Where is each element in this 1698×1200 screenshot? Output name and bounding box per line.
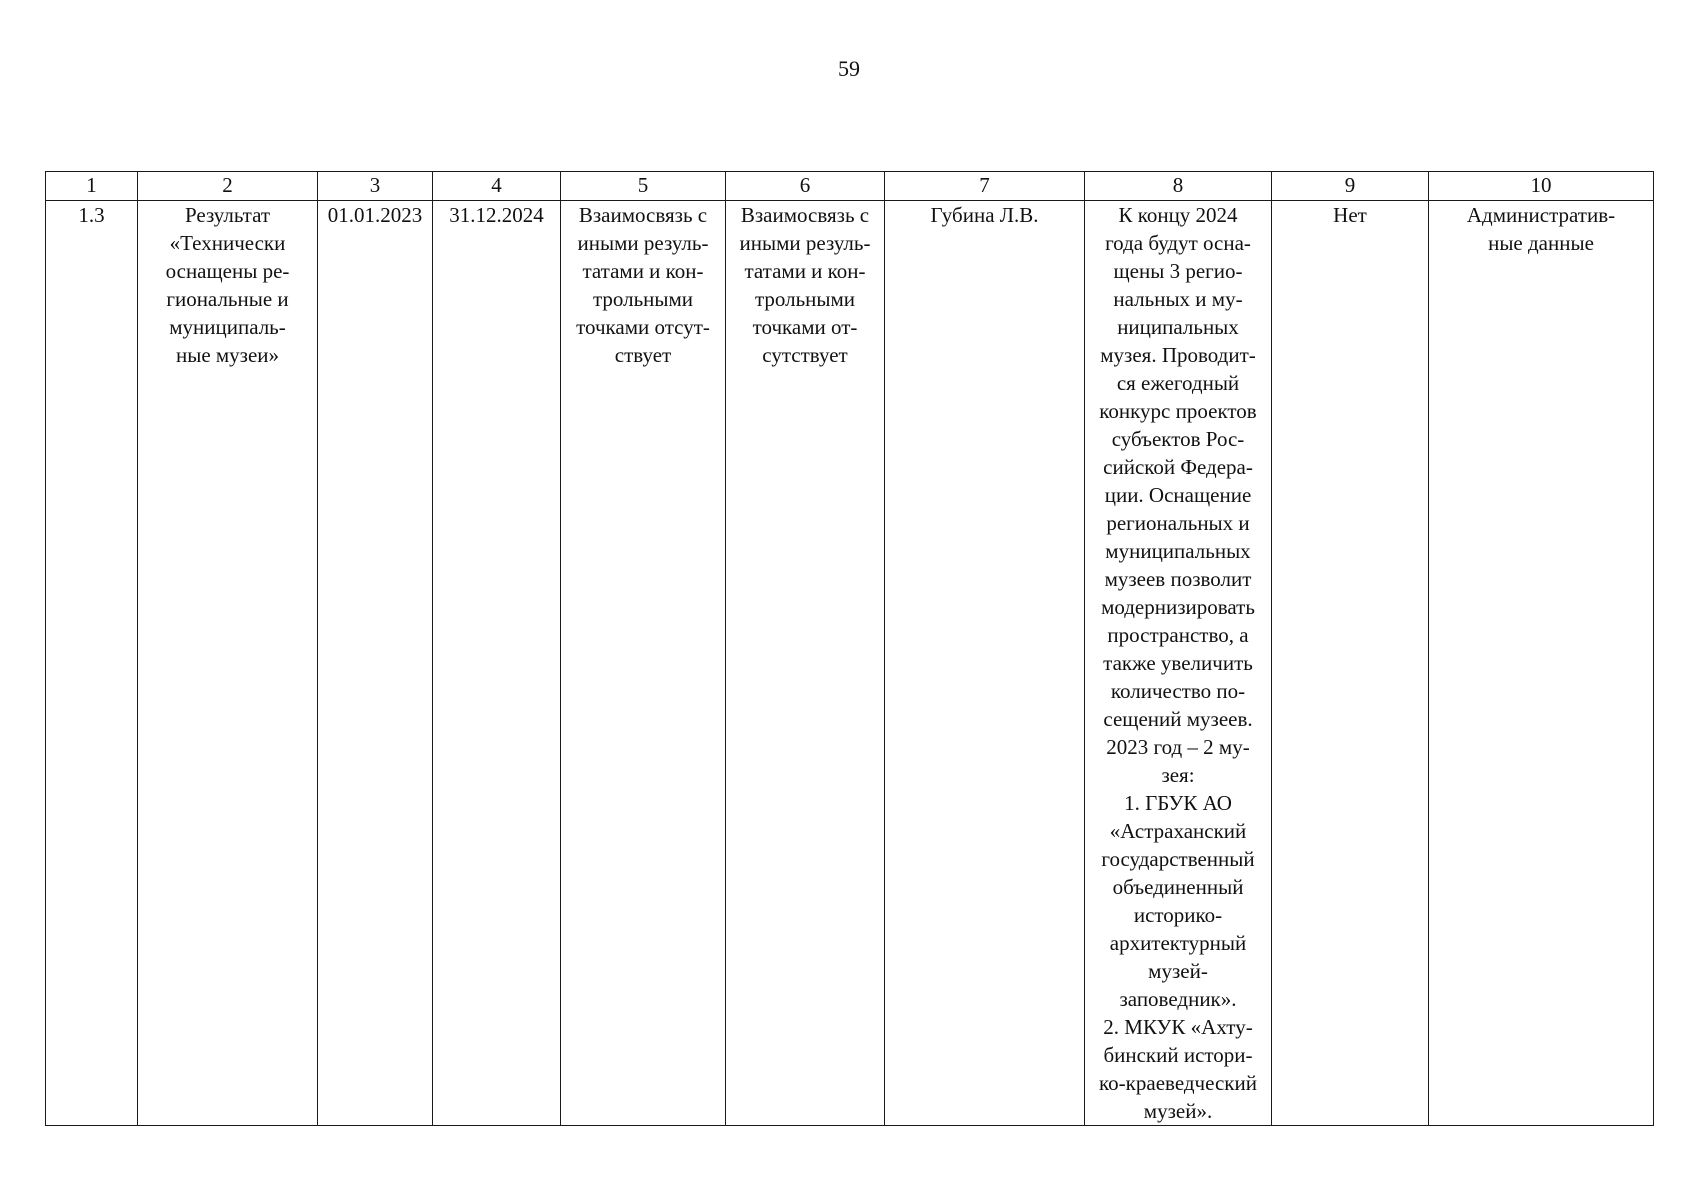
column-number-1: 1 [46, 172, 138, 201]
start-date-cell: 01.01.2023 [318, 201, 433, 1126]
relation-checkpoints-cell: Взаимосвязь с иными резуль- татами и кон- трольными точками от- сутствует [726, 201, 885, 1126]
column-number-3: 3 [318, 172, 433, 201]
result-name-cell: Результат «Технически оснащены ре- гиональные и муниципаль- ные музеи» [138, 201, 318, 1126]
table-row [46, 201, 1654, 1126]
flag-cell: Нет [1272, 201, 1429, 1126]
row-number-cell: 1.3 [46, 201, 138, 1126]
column-number-9: 9 [1272, 172, 1429, 201]
column-number-4: 4 [433, 172, 561, 201]
table-header-row [46, 172, 1654, 201]
relation-results-cell: Взаимосвязь с иными резуль- татами и кон- трольными точками отсут- ствует [561, 201, 726, 1126]
column-number-6: 6 [726, 172, 885, 201]
page-number: 59 [838, 56, 860, 81]
document-table [45, 171, 1654, 1126]
column-number-10: 10 [1429, 172, 1654, 201]
column-number-5: 5 [561, 172, 726, 201]
description-cell: К концу 2024 года будут осна- щены 3 регио- нальных и му- ниципальных музея. Проводит- ся ежегодный конкурс проектов субъектов Рос- сийской Федера- ции. Оснащение региональных и муниципальных музеев позволит модернизировать пространство, а также увеличить количество по- сещений музеев. 2023 год – 2 му- зея: 1. ГБУК АО «Астраханский государственный объединенный историко- архитектурный музей- заповедник». 2. МКУК «Ахту- бинский истори- ко-краеведческий музей». [1085, 201, 1272, 1126]
end-date-cell: 31.12.2024 [433, 201, 561, 1126]
column-number-2: 2 [138, 172, 318, 201]
column-number-7: 7 [885, 172, 1085, 201]
data-source-cell: Административ- ные данные [1429, 201, 1654, 1126]
responsible-person-cell: Губина Л.В. [885, 201, 1085, 1126]
column-number-8: 8 [1085, 172, 1272, 201]
